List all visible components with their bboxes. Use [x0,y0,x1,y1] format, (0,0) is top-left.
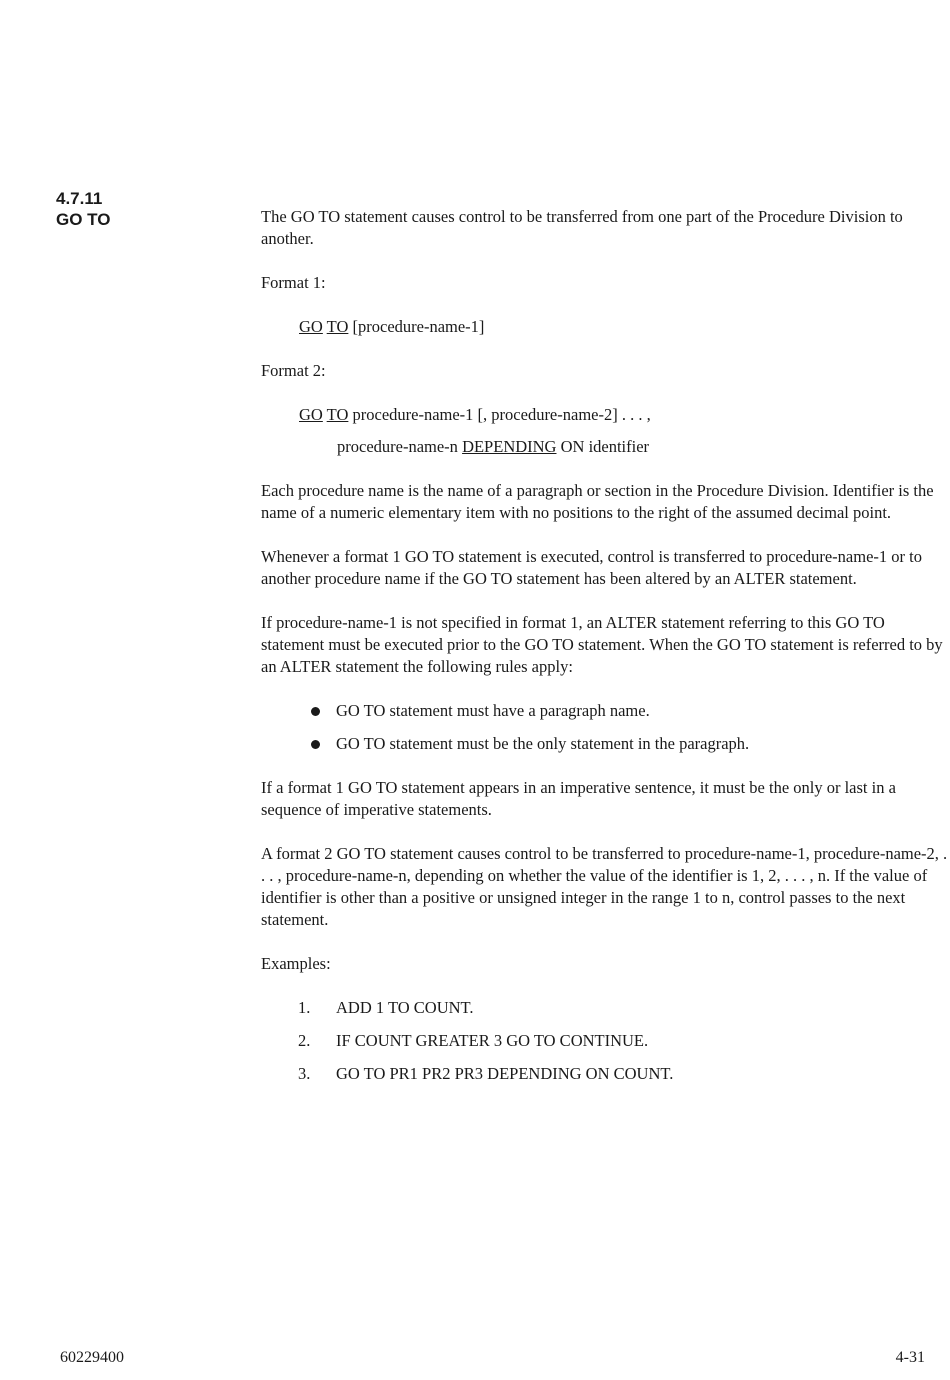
section-number: 4.7.11 [56,189,103,208]
keyword-depending: DEPENDING [462,437,557,456]
section-body [261,206,950,1096]
format-1-syntax [299,316,950,338]
list-item [307,700,950,722]
intro-paragraph: The GO TO statement causes control to be transferred from one part of the Procedure Division to another. [261,207,903,248]
example-code: IF COUNT GREATER 3 GO TO CONTINUE. [336,1031,649,1050]
list-item [307,733,950,755]
paragraph-format-1-execution: Whenever a format 1 GO TO statement is executed, control is transferred to procedure-name-1 or to another procedure name if the GO TO statement has been altered by an ALTER statement. [261,547,922,588]
list-item [298,1030,950,1052]
paragraph-alter-rules: If procedure-name-1 is not specified in format 1, an ALTER statement referring to this GO TO statement must be executed prior to the GO TO statement. When the GO TO statement is referred to by an ALTER statement the following rules apply: [261,613,943,676]
list-item-text: GO TO statement must have a paragraph name. [336,701,650,720]
example-code: GO TO PR1 PR2 PR3 DEPENDING ON COUNT. [336,1064,674,1083]
example-number: 2. [298,1031,311,1050]
bullet-icon [311,740,320,749]
examples-label: Examples: [261,954,331,973]
alter-rules-list [307,700,950,755]
format-2-last-operand: procedure-name-n [337,437,463,456]
bullet-icon [311,707,320,716]
paragraph-procedure-names: Each procedure name is the name of a paragraph or section in the Procedure Division. Identifier is the name of a numeric elementary item with no positions to the right of the assumed decimal point. [261,481,934,522]
paragraph-imperative-sentence: If a format 1 GO TO statement appears in an imperative sentence, it must be the only or last in a sequence of imperative statements. [261,778,896,819]
format-2-syntax-line-2 [337,436,950,458]
section-heading [56,188,110,230]
examples-list [298,997,950,1085]
example-number: 3. [298,1064,311,1083]
list-item-text: GO TO statement must be the only statement in the paragraph. [336,734,750,753]
keyword-go: GO [299,405,323,424]
format-2-label: Format 2: [261,361,326,380]
format-2-identifier: ON identifier [556,437,650,456]
section-title: GO TO [56,210,111,229]
paragraph-format-2-execution: A format 2 GO TO statement causes control to be transferred to procedure-name-1, procedure-name-2, . . . , procedure-name-n, depending on whether the value of the identifier is 1, 2, . . . , n. If the value of identifier is other than a positive or unsigned integer in the range 1 to n, control passes to the next statement. [261,844,948,929]
format-1-operand: [procedure-name-1] [348,317,485,336]
page-number: 4-31 [895,1349,925,1366]
format-1-label: Format 1: [261,273,326,292]
format-2-syntax-line-1 [299,404,950,426]
keyword-to: TO [326,317,349,336]
format-2-operands: procedure-name-1 [, procedure-name-2] . . . , [348,405,651,424]
example-code: ADD 1 TO COUNT. [336,998,474,1017]
list-item [298,1063,950,1085]
keyword-go: GO [299,317,323,336]
list-item [298,997,950,1019]
document-number: 60229400 [60,1349,124,1366]
keyword-to: TO [326,405,349,424]
example-number: 1. [298,998,311,1017]
